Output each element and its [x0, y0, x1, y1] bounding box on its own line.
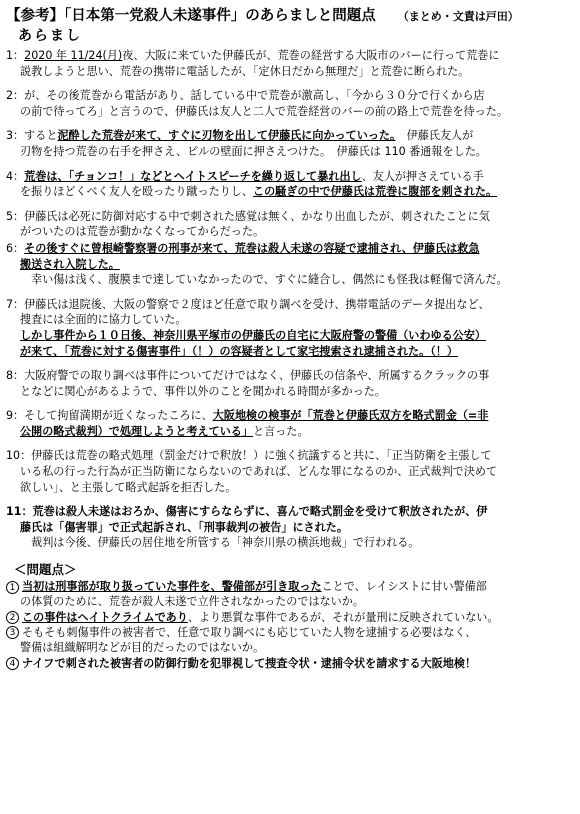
problem-number-badge: 1	[6, 581, 19, 594]
text-line	[6, 579, 572, 594]
text-line	[6, 520, 572, 536]
text-line	[6, 257, 572, 273]
emphasized-text: 大阪地検の検事が「荒巻と伊藤氏双方を略式罰金（=非	[212, 409, 489, 423]
text-line	[6, 224, 572, 240]
emphasized-text: 搬送され入院した。	[20, 257, 120, 271]
text-segment: 夜、大阪に来ていた伊藤氏が、荒巻の経営する大阪市のバーに行って荒巻に	[122, 49, 500, 62]
text-line	[6, 408, 572, 424]
text-line	[6, 272, 572, 288]
problem-item	[6, 625, 572, 656]
text-segment: 説教しようと思い、荒巻の携帯に電話したが、「定休日だから無理だ」と荒巻に断られた。	[20, 64, 470, 78]
summary-item	[6, 408, 572, 439]
text-line	[6, 480, 572, 496]
text-segment: 5：伊藤氏は必死に防御対応する中で刺された感覚は無く、かなり出血したが、刺されたことに気	[6, 209, 490, 223]
text-segment: 伊	[476, 505, 488, 519]
text-segment: 刃物を持つ荒巻の右手を押さえ、ビルの壁面に押さえつけた。 伊藤氏は 110 番通報をした。	[20, 144, 487, 158]
document-title: 【参考】「日本第一党殺人未遂事件」のあらましと問題点	[6, 8, 376, 24]
summary-item	[6, 448, 572, 495]
text-line	[6, 169, 572, 185]
text-line	[6, 88, 572, 104]
problems-list	[6, 579, 572, 671]
text-line	[6, 297, 572, 313]
emphasized-text: この事件はヘイトクライムであり	[22, 610, 188, 624]
text-segment: 8：大阪府警での取り調べは事件についてだけではなく、伊藤氏の信条や、所属するクラックの事	[6, 369, 490, 383]
text-segment: ことで、レイシストに甘い警備部	[321, 580, 487, 594]
emphasized-text: 当初は刑事部が取り扱っていた事件を、警備部が引き取った	[22, 580, 322, 594]
text-segment: ナイフで刺された被害者の防御行動を犯罪視して捜査令状・逮捕令状を請求する大阪地検！	[22, 656, 477, 670]
text-line	[6, 328, 572, 344]
text-segment: 警備は組織解明などが目的だったのではないか。	[20, 641, 265, 655]
text-segment: 幸い傷は浅く、腹膜まで達していなかったので、すぐに縫合し、偶然にも怪我は軽傷で済んだ。	[20, 273, 508, 287]
text-segment: 藤氏は「傷害罪」で正式起訴され、「刑事裁判の被告」にされた。	[20, 520, 348, 534]
text-line	[6, 312, 572, 328]
summary-item	[6, 128, 572, 159]
text-segment: と言った。	[252, 424, 309, 438]
problem-item	[6, 610, 572, 625]
problem-item	[6, 579, 572, 610]
text-segment: がついたのは荒巻が動かなくなってからだった。	[20, 225, 265, 239]
text-segment: の前で待ってろ」と言うので、伊藤氏は友人と二人で荒巻経営のバーの前の路上で荒巻を待った。	[20, 104, 508, 118]
text-segment: 、より悪質な事件であるが、それが量刑に反映されていない。	[187, 610, 499, 624]
text-line	[6, 104, 572, 120]
title-row	[6, 4, 572, 26]
problem-number-badge: 3	[6, 626, 19, 639]
author-note: （まとめ・文責は戸田）	[397, 10, 519, 23]
text-line	[6, 625, 572, 640]
text-segment: 欲しい」、と主張して略式起訴を拒否した。	[20, 480, 237, 494]
text-line	[6, 656, 572, 671]
emphasized-text: その後すぐに曾根崎警察署の刑事が来て、荒巻は殺人未遂の容疑で逮捕され、伊藤氏は救急	[24, 241, 480, 255]
summary-list	[6, 48, 572, 551]
text-line	[6, 209, 572, 225]
summary-item	[6, 241, 572, 288]
summary-heading: あらまし	[18, 28, 82, 44]
text-segment: 、友人が押さえている手	[361, 169, 484, 183]
text-line	[6, 610, 572, 625]
text-segment: 捜査には全面的に協力していた。	[20, 313, 187, 327]
text-segment: の体質のために、荒巻が殺人未遂で立件されなかったのではないか。	[20, 595, 364, 609]
text-segment: 3：すると	[6, 129, 58, 143]
text-line	[6, 594, 572, 609]
text-segment: 7：伊藤氏は退院後、大阪の警察で２度ほど任意で取り調べを受け、携帯電話のデータ提出など、	[6, 297, 490, 311]
text-segment: 10：伊藤氏は荒巻の略式処理（罰金だけで釈放！）に強く抗議すると共に、「正当防衛を主張して	[6, 449, 492, 463]
text-segment: 6：	[6, 241, 25, 255]
summary-item	[6, 169, 572, 200]
text-segment: 9：そして拘留満期が近くなったころに、	[6, 409, 213, 423]
problems-heading: ＜問題点＞	[14, 562, 77, 578]
text-segment: 2：が、その後荒巻から電話があり、話している中で荒巻が激高し、「今から３０分で行くから店	[6, 89, 485, 103]
text-line	[6, 535, 572, 551]
text-segment: いる私の行った行為が正当防衛にならないのであれば、どんな罪になるのか、正式裁判で決めて	[20, 465, 498, 479]
text-segment: 1：	[6, 49, 25, 62]
summary-item	[6, 504, 572, 551]
text-line	[6, 464, 572, 480]
emphasized-text: 公開の略式裁判）で処理しようと考えている」	[20, 424, 253, 438]
emphasized-text: しかし事件から１０日後、神奈川県平塚市の伊藤氏の自宅に大阪府警の警備（いわゆる公安）	[20, 328, 486, 342]
text-segment: を振りほどくべく友人を殴ったり蹴ったりし、	[20, 185, 253, 199]
text-segment: 11：荒巻は殺人未遂はおろか、傷害にすらならずに、喜んで略式罰金を受けて釈放されたが、	[6, 505, 477, 519]
text-line	[6, 64, 572, 80]
text-line	[6, 128, 572, 144]
emphasized-text: 2020 年 11/24(月)	[24, 49, 123, 62]
emphasized-text: が来て、「荒巻に対する傷害事件」（！）の容疑者として家宅捜索され逮捕された。（！）	[20, 344, 458, 358]
text-line	[6, 640, 572, 655]
text-line	[6, 184, 572, 200]
emphasized-text: この騒ぎの中で伊藤氏は荒巻に腹部を刺された。	[252, 185, 498, 199]
text-line	[6, 448, 572, 464]
summary-item	[6, 209, 572, 240]
summary-item	[6, 48, 572, 79]
emphasized-text: 荒巻は、「チョンコ！」などとヘイトスピーチを繰り返して暴れ出し	[24, 169, 362, 183]
problem-number-badge: 4	[6, 657, 19, 670]
text-line	[6, 384, 572, 400]
text-line	[6, 241, 572, 257]
text-line	[6, 504, 572, 520]
text-segment: となどに関心があるようで、事件以外のことを聞かれる時間が多かった。	[20, 384, 386, 398]
text-line	[6, 368, 572, 384]
problem-item	[6, 656, 572, 671]
summary-item	[6, 297, 572, 359]
summary-item	[6, 368, 572, 399]
text-line	[6, 344, 572, 360]
text-line	[6, 48, 572, 64]
text-segment: 伊藤氏友人が	[395, 129, 474, 143]
emphasized-text: 泥酔した荒巻が来て、すぐに刃物を出して伊藤氏に向かっていった。	[57, 129, 396, 143]
problem-number-badge: 2	[6, 611, 19, 624]
text-line	[6, 144, 572, 160]
text-line	[6, 424, 572, 440]
summary-item	[6, 88, 572, 119]
text-segment: 4：	[6, 169, 25, 183]
text-segment: 裁判は今後、伊藤氏の居住地を所管する「神奈川県の横浜地裁」で行われる。	[20, 536, 420, 550]
text-segment: そもそも刺傷事件の被害者で、任意で取り調べにも応じていた人物を逮捕する必要はなく、	[22, 625, 477, 639]
